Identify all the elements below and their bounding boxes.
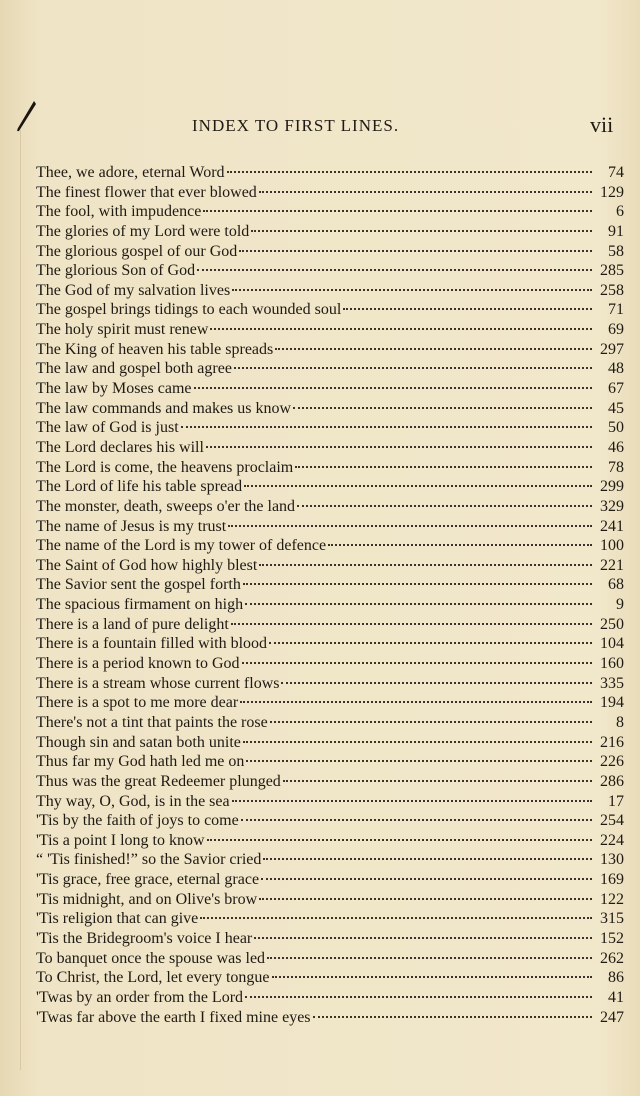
index-entry	[36, 438, 624, 458]
first-line-text: The law by Moses came	[36, 380, 192, 398]
dot-leader	[243, 583, 592, 585]
hymn-number: 160	[600, 655, 624, 673]
dot-leader	[206, 446, 592, 448]
index-entry	[36, 929, 624, 949]
first-line-text: The fool, with impudence	[36, 203, 202, 221]
first-line-text: The law commands and makes us know	[36, 399, 292, 417]
page-number: vii	[590, 112, 614, 137]
dot-leader	[293, 407, 592, 409]
hymn-number: 194	[600, 694, 624, 712]
hymn-number: 297	[600, 340, 624, 358]
hymn-number: 100	[600, 537, 624, 555]
first-line-text: There is a spot to me more dear	[36, 694, 239, 712]
hymn-number: 250	[600, 615, 624, 633]
dot-leader	[259, 898, 592, 900]
index-entry	[36, 281, 624, 301]
first-line-text: Though sin and satan both unite	[36, 733, 241, 751]
index-entry	[36, 536, 624, 556]
index-entry	[36, 615, 624, 635]
hymn-number: 58	[608, 242, 624, 260]
dot-leader	[259, 564, 592, 566]
index-entry	[36, 418, 624, 438]
hymn-number: 169	[600, 871, 624, 889]
index-entry	[36, 340, 624, 360]
first-line-text: The Lord of life his table spread	[36, 478, 243, 496]
first-line-text: The Saint of God how highly blest	[36, 556, 258, 574]
hymn-number: 50	[608, 419, 624, 437]
hymn-number: 9	[616, 596, 624, 614]
index-entry	[36, 654, 624, 674]
hymn-number: 17	[608, 792, 624, 810]
dot-leader	[245, 996, 592, 998]
index-entry	[36, 713, 624, 733]
first-line-text: Thus was the great Redeemer plunged	[36, 772, 281, 790]
first-line-text: The gospel brings tidings to each wounded soul	[36, 301, 342, 319]
first-line-text: “ 'Tis finished!” so the Savior cried	[36, 851, 262, 869]
index-entry	[36, 674, 624, 694]
index-entry	[36, 870, 624, 890]
hymn-number: 86	[608, 969, 624, 987]
dot-leader	[281, 682, 592, 684]
first-line-text: 'Tis grace, free grace, eternal grace	[36, 871, 260, 889]
index-entry	[36, 477, 624, 497]
dot-leader	[231, 623, 592, 625]
hymn-number: 69	[608, 321, 624, 339]
hymn-number: 216	[600, 733, 624, 751]
hymn-number: 285	[600, 262, 624, 280]
page-header	[0, 112, 640, 142]
first-line-text: The Lord declares his will	[36, 438, 204, 456]
dot-leader	[251, 230, 592, 232]
index-entry	[36, 222, 624, 242]
dot-leader	[207, 839, 592, 841]
first-line-text: The glories of my Lord were told	[36, 222, 250, 240]
hymn-number: 315	[600, 910, 624, 928]
hymn-number: 45	[608, 399, 624, 417]
first-line-text: The name of Jesus is my trust	[36, 517, 227, 535]
first-line-text: To Christ, the Lord, let every tongue	[36, 969, 270, 987]
index-entry	[36, 811, 624, 831]
hymn-number: 41	[608, 988, 624, 1006]
hymn-number: 262	[600, 949, 624, 967]
dot-leader	[240, 701, 592, 703]
dot-leader	[197, 269, 592, 271]
dot-leader	[194, 387, 592, 389]
first-line-text: There is a land of pure delight	[36, 615, 229, 633]
dot-leader	[244, 485, 592, 487]
index-entry	[36, 792, 624, 812]
dot-leader	[295, 466, 592, 468]
dot-leader	[283, 780, 592, 782]
index-entry	[36, 300, 624, 320]
index-entry	[36, 831, 624, 851]
first-line-text: To banquet once the spouse was led	[36, 949, 266, 967]
dot-leader	[297, 505, 592, 507]
index-entry	[36, 242, 624, 262]
first-line-text: There is a period known to God	[36, 655, 240, 673]
index-entry	[36, 1008, 624, 1028]
index-list	[36, 163, 624, 1027]
dot-leader	[243, 741, 592, 743]
first-line-text: Thy way, O, God, is in the sea	[36, 792, 230, 810]
first-line-text: Thus far my God hath led me on	[36, 753, 245, 771]
index-entry	[36, 752, 624, 772]
hymn-number: 247	[600, 1008, 624, 1026]
dot-leader	[227, 171, 592, 173]
index-entry	[36, 183, 624, 203]
index-entry	[36, 163, 624, 183]
first-line-text: The spacious firmament on high	[36, 596, 244, 614]
dot-leader	[269, 642, 592, 644]
dot-leader	[272, 976, 593, 978]
first-line-text: 'Twas by an order from the Lord	[36, 988, 244, 1006]
dot-leader	[210, 328, 592, 330]
dot-leader	[343, 308, 592, 310]
index-entry	[36, 988, 624, 1008]
index-entry	[36, 399, 624, 419]
first-line-text: The glorious gospel of our God	[36, 242, 238, 260]
hymn-number: 122	[600, 890, 624, 908]
first-line-text: 'Tis a point I long to know	[36, 831, 205, 849]
hymn-number: 104	[600, 635, 624, 653]
hymn-number: 152	[600, 929, 624, 947]
index-entry	[36, 575, 624, 595]
first-line-text: 'Tis religion that can give	[36, 910, 199, 928]
index-entry	[36, 261, 624, 281]
index-entry	[36, 458, 624, 478]
index-entry	[36, 693, 624, 713]
index-entry	[36, 733, 624, 753]
dot-leader	[254, 937, 592, 939]
header-title: INDEX TO FIRST LINES.	[192, 116, 400, 135]
dot-leader	[263, 858, 592, 860]
index-entry	[36, 497, 624, 517]
dot-leader	[239, 250, 592, 252]
hymn-number: 329	[600, 497, 624, 515]
hymn-number: 78	[608, 458, 624, 476]
index-entry	[36, 949, 624, 969]
dot-leader	[261, 878, 592, 880]
dot-leader	[270, 721, 592, 723]
first-line-text: There is a fountain filled with blood	[36, 635, 268, 653]
dot-leader	[228, 525, 592, 527]
first-line-text: 'Tis the Bridegroom's voice I hear	[36, 929, 253, 947]
first-line-text: The finest flower that ever blowed	[36, 183, 257, 201]
first-line-text: The law and gospel both agree	[36, 360, 232, 378]
hymn-number: 46	[608, 438, 624, 456]
index-entry	[36, 850, 624, 870]
first-line-text: The glorious Son of God	[36, 262, 196, 280]
first-line-text: There is a stream whose current flows	[36, 674, 280, 692]
index-entry	[36, 202, 624, 222]
index-entry	[36, 634, 624, 654]
dot-leader	[232, 289, 592, 291]
hymn-number: 130	[600, 851, 624, 869]
dot-leader	[241, 819, 592, 821]
first-line-text: Thee, we adore, eternal Word	[36, 164, 225, 181]
hymn-number: 299	[600, 478, 624, 496]
index-entry	[36, 890, 624, 910]
hymn-number: 48	[608, 360, 624, 378]
hymn-number: 221	[600, 556, 624, 574]
first-line-text: The name of the Lord is my tower of defence	[36, 537, 327, 555]
dot-leader	[242, 662, 592, 664]
first-line-text: The God of my salvation lives	[36, 281, 231, 299]
index-entry	[36, 772, 624, 792]
dot-leader	[275, 348, 592, 350]
hymn-number: 71	[608, 301, 624, 319]
first-line-text: The Lord is come, the heavens proclaim	[36, 458, 294, 476]
index-entry	[36, 359, 624, 379]
hymn-number: 258	[600, 281, 624, 299]
first-line-text: The monster, death, sweeps o'er the land	[36, 497, 296, 515]
hymn-number: 74	[608, 164, 624, 181]
first-line-text: 'Tis midnight, and on Olive's brow	[36, 890, 258, 908]
index-entry	[36, 517, 624, 537]
index-entry	[36, 320, 624, 340]
first-line-text: 'Tis by the faith of joys to come	[36, 812, 239, 830]
binding-line	[20, 130, 21, 1070]
index-entry	[36, 909, 624, 929]
dot-leader	[181, 426, 592, 428]
dot-leader	[246, 760, 592, 762]
dot-leader	[245, 603, 592, 605]
index-entry	[36, 379, 624, 399]
index-entry	[36, 968, 624, 988]
dot-leader	[203, 210, 592, 212]
hymn-number: 8	[616, 713, 624, 731]
index-entry	[36, 595, 624, 615]
hymn-number: 129	[600, 183, 624, 201]
dot-leader	[232, 800, 592, 802]
first-line-text: There's not a tint that paints the rose	[36, 713, 268, 731]
hymn-number: 335	[600, 674, 624, 692]
hymn-number: 286	[600, 772, 624, 790]
index-entry	[36, 556, 624, 576]
dot-leader	[200, 917, 592, 919]
first-line-text: 'Twas far above the earth I fixed mine eyes	[36, 1008, 311, 1026]
dot-leader	[259, 191, 592, 193]
dot-leader	[313, 1016, 592, 1018]
hymn-number: 241	[600, 517, 624, 535]
hymn-number: 91	[608, 222, 624, 240]
first-line-text: The holy spirit must renew	[36, 321, 209, 339]
hymn-number: 67	[608, 380, 624, 398]
dot-leader	[267, 957, 592, 959]
hymn-number: 224	[600, 831, 624, 849]
dot-leader	[234, 367, 592, 369]
hymn-number: 6	[616, 203, 624, 221]
first-line-text: The law of God is just	[36, 419, 179, 437]
hymn-number: 68	[608, 576, 624, 594]
hymn-number: 254	[600, 812, 624, 830]
first-line-text: The Savior sent the gospel forth	[36, 576, 241, 594]
first-line-text: The King of heaven his table spreads	[36, 340, 274, 358]
hymn-number: 226	[600, 753, 624, 771]
dot-leader	[328, 544, 592, 546]
